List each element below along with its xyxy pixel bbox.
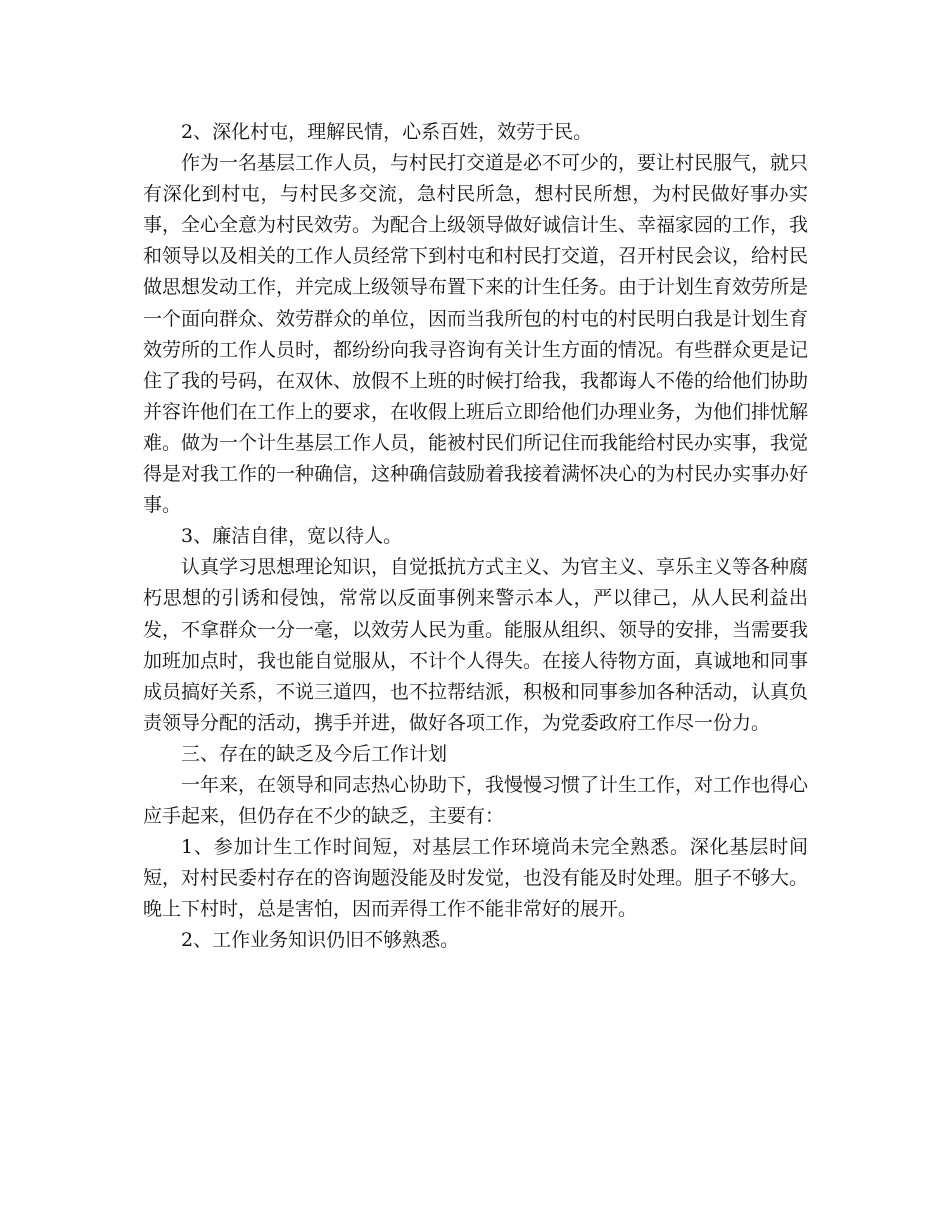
section-heading-shortcomings: 三、存在的缺乏及今后工作计划 [181,742,448,765]
document-body [143,117,808,957]
paragraph-shortcoming-1: 1、参加计生工作时间短，对基层工作环境尚未完全熟悉。深化基层时间短，对村民委村存在的咨询题没能及时发觉，也没有能及时处理。胆子不够大。晚上下村时，总是害怕，因而弄得工作不能非常好的展开。 [143,836,809,921]
paragraph-shortcoming-2: 2、工作业务知识仍旧不够熟悉。 [181,929,460,952]
paragraph-heading-deepen-villages: 2、深化村屯，理解民情，心系百姓，效劳于民。 [181,121,593,143]
paragraph-integrity-study: 认真学习思想理论知识，自觉抵抗方式主义、为官主义、享乐主义等各种腐朽思想的引诱和侵蚀，常常以反面事例来警示本人，严以律己，从人民利益出发，不拿群众一分一毫，以效劳人民为重。能服从组织、领导的安排，当需要我加班加点时，我也能自觉服从，不计个人得失。在接人待物方面，真诚地和同事成员搞好关系，不说三道四，也不拉帮结派，积极和同事参加各种活动，认真负责领导分配的活动，携手并进，做好各项工作，为党委政府工作尽一份力。 [143,556,809,734]
paragraph-year-summary: 一年来，在领导和同志热心协助下，我慢慢习惯了计生工作，对工作也得心应手起来，但仍存在不少的缺乏，主要有： [143,773,809,828]
paragraph-heading-integrity: 3、廉洁自律，宽以待人。 [181,525,403,548]
paragraph-village-work: 作为一名基层工作人员，与村民打交道是必不可少的，要让村民服气，就只有深化到村屯，与村民多交流，急村民所急，想村民所想，为村民做好事办实事，全心全意为村民效劳。为配合上级领导做好诚信计生、幸福家园的工作，我和领导以及相关的工作人员经常下到村屯和村民打交道，召开村民会议，给村民做思想发动工作，并完成上级领导布置下来的计生任务。由于计划生育效劳所是一个面向群众、效劳群众的单位，因而当我所包的村屯的村民明白我是计划生育效劳所的工作人员时，都纷纷向我寻咨询有关计生方面的情况。有些群众更是记住了我的号码，在双休、放假不上班的时候打给我，我都诲人不倦的给他们协助并容许他们在工作上的要求，在收假上班后立即给他们办理业务，为他们排忧解难。做为一个计生基层工作人员，能被村民们所记住而我能给村民办实事，我觉得是对我工作的一种确信，这种确信鼓励着我接着满怀决心的为村民办实事办好事。 [143,152,809,517]
